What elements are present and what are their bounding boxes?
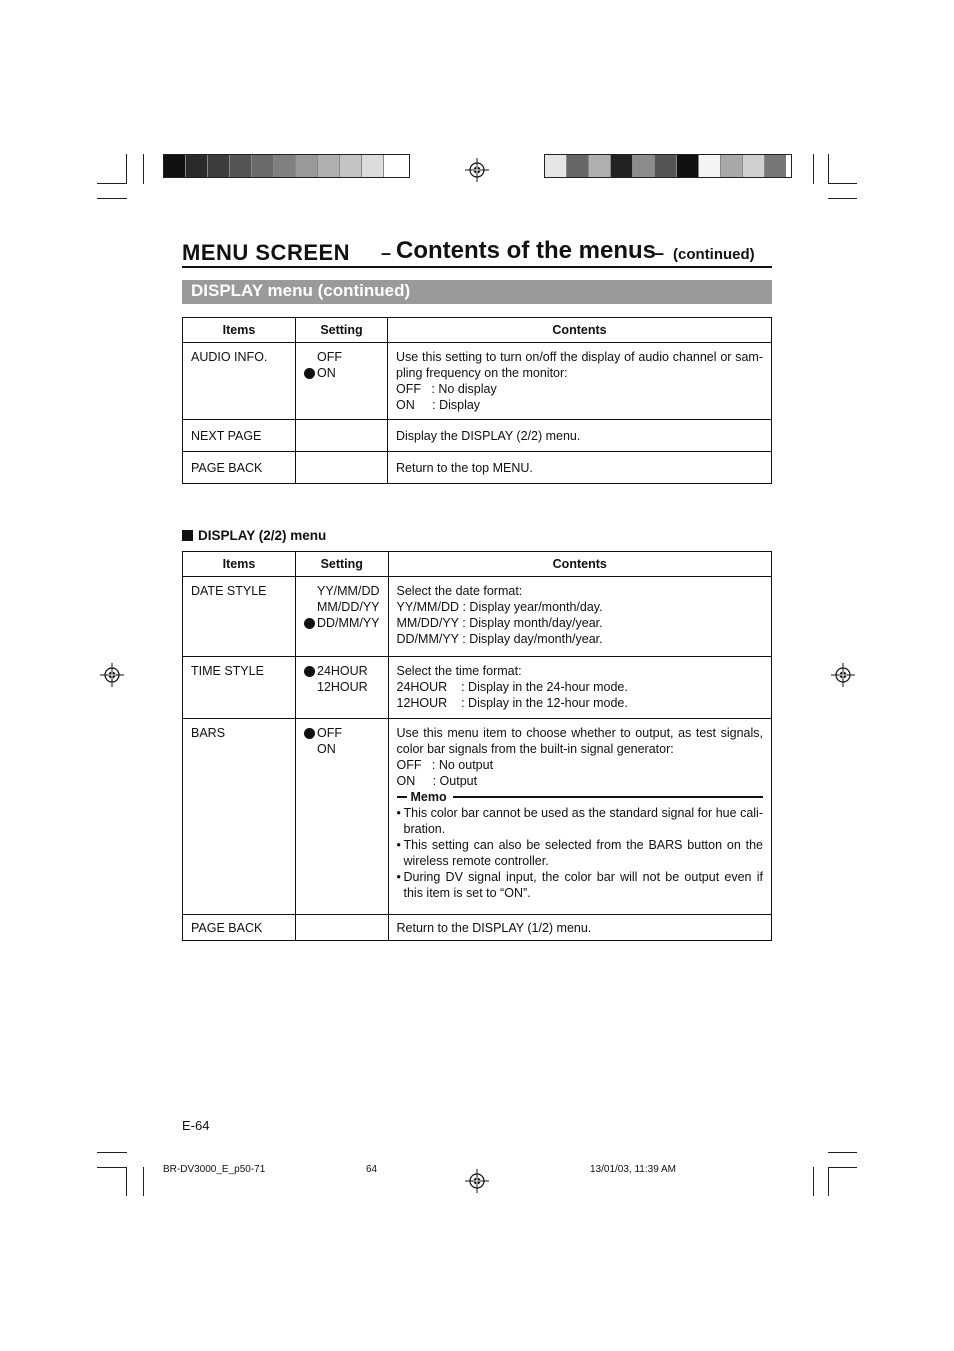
setting-option: MM/DD/YY: [317, 600, 380, 614]
footer-file: BR-DV3000_E_p50-71: [163, 1164, 266, 1175]
crop-mark: [97, 183, 127, 184]
contents-cell: Return to the top MENU.: [388, 452, 772, 484]
table-header-row: [183, 552, 772, 577]
item-cell: NEXT PAGE: [183, 420, 296, 452]
menu-screen-heading: MENU SCREEN: [182, 240, 351, 265]
setting-option: 12HOUR: [317, 680, 368, 694]
crop-mark: [143, 1167, 144, 1196]
registration-mark-icon: [465, 158, 489, 182]
option-description: ON : Display: [396, 398, 481, 412]
setting-cell: [296, 657, 389, 719]
crop-mark: [828, 1167, 857, 1168]
footer-date: 13/01/03, 11:39 AM: [590, 1164, 676, 1175]
column-header-contents: Contents: [388, 552, 772, 577]
page-title: Contents of the menus: [396, 237, 657, 264]
crop-mark: [813, 1167, 814, 1196]
contents-cell: Select the date format: YY/MM/DD : Display year/month/day. MM/DD/YY : Display month/day/year. DD/MM/YY : Display day/month/year.: [388, 577, 772, 657]
heading-rule: [182, 266, 772, 268]
table-row: [183, 719, 772, 915]
column-header-setting: Setting: [296, 552, 389, 577]
setting-cell: [296, 343, 388, 420]
selected-bullet-icon: [304, 666, 315, 677]
item-cell: DATE STYLE: [183, 577, 296, 657]
column-header-items: Items: [183, 552, 296, 577]
crop-mark: [813, 154, 814, 184]
table-row: [183, 452, 772, 484]
setting-cell: [296, 420, 388, 452]
column-header-items: Items: [183, 318, 296, 343]
setting-option-selected: 24HOUR: [304, 663, 380, 679]
display-menu-table-2: [182, 551, 772, 941]
registration-mark-icon: [831, 663, 855, 687]
column-header-setting: Setting: [296, 318, 388, 343]
contents-cell: Display the DISPLAY (2/2) menu.: [388, 420, 772, 452]
setting-cell: [296, 719, 389, 915]
item-cell: TIME STYLE: [183, 657, 296, 719]
memo-bullet: • This color bar cannot be used as the standard signal for hue cali-bration.: [396, 806, 763, 836]
section-band: [182, 280, 772, 304]
option-description: OFF : No display: [396, 382, 497, 396]
selected-bullet-icon: [304, 368, 315, 379]
contents-cell: [388, 343, 772, 420]
crop-mark: [97, 1167, 127, 1168]
crop-mark: [143, 154, 144, 184]
setting-option-selected: [304, 365, 379, 381]
section-title: DISPLAY menu (continued): [191, 281, 411, 300]
crop-mark: [828, 1167, 829, 1196]
memo-bullet: • This setting can also be selected from the BARS button on the wireless remote controller.: [396, 838, 763, 868]
setting-cell: [296, 915, 389, 941]
item-cell: BARS: [183, 719, 296, 915]
square-bullet-icon: [182, 530, 193, 541]
crop-mark: [97, 1152, 127, 1153]
crop-mark: [828, 198, 857, 199]
option-label: OFF: [317, 350, 342, 364]
crop-mark: [126, 1167, 127, 1196]
table-header-row: [183, 318, 772, 343]
crop-mark: [828, 154, 829, 184]
setting-cell: [296, 577, 389, 657]
memo-header: [397, 789, 764, 805]
option-label: ON: [317, 366, 336, 380]
registration-mark-icon: [100, 663, 124, 687]
contents-cell: Use this menu item to choose whether to output, as test signals, color bar signals from the built-in signal generator: OFF : No output ON : Output Memo • This color bar cannot be used as the standard signal for hue cali-bration. • This setting can also be selected from the BARS button on the wireless remote controller. • During DV signal input, the color bar will not be output even if this item is set to “ON”.: [388, 719, 772, 915]
item-cell: PAGE BACK: [183, 452, 296, 484]
color-bar-strip-right: [544, 154, 792, 178]
table-row: [183, 343, 772, 420]
crop-mark: [97, 198, 127, 199]
item-cell: PAGE BACK: [183, 915, 296, 941]
subheading: [182, 528, 326, 543]
column-header-contents: Contents: [388, 318, 772, 343]
contents-text: Use this setting to turn on/off the display of audio channel or sam-pling frequency on the monitor:: [396, 350, 763, 380]
page-number: E-64: [182, 1118, 210, 1133]
subheading-text: DISPLAY (2/2) menu: [198, 528, 327, 543]
registration-mark-icon: [465, 1169, 489, 1193]
selected-bullet-icon: [304, 618, 315, 629]
memo-bullet: • During DV signal input, the color bar will not be output even if this item is set to “ON”.: [396, 870, 763, 900]
setting-option: [304, 349, 379, 365]
contents-cell: Return to the DISPLAY (1/2) menu.: [388, 915, 772, 941]
memo-label: Memo: [410, 790, 447, 804]
crop-mark: [828, 1152, 857, 1153]
item-cell: AUDIO INFO.: [183, 343, 296, 420]
contents-cell: Select the time format: 24HOUR : Display in the 24-hour mode. 12HOUR : Display in the 12-hour mode.: [388, 657, 772, 719]
footer-page: 64: [366, 1164, 378, 1175]
setting-option: YY/MM/DD: [317, 584, 380, 598]
display-menu-table-1: [182, 317, 772, 484]
continued-label: (continued): [673, 246, 755, 263]
table-row: [183, 657, 772, 719]
table-row: [183, 577, 772, 657]
heading-dash: –: [381, 243, 392, 263]
table-row: [183, 420, 772, 452]
selected-bullet-icon: [304, 728, 315, 739]
color-bar-strip-left: [163, 154, 410, 178]
setting-option-selected: OFF: [304, 725, 380, 741]
setting-option: ON: [317, 742, 336, 756]
crop-mark: [828, 183, 857, 184]
heading-dash: –: [654, 243, 665, 263]
table-row: [183, 915, 772, 941]
setting-cell: [296, 452, 388, 484]
crop-mark: [126, 154, 127, 184]
setting-option-selected: DD/MM/YY: [304, 615, 380, 631]
